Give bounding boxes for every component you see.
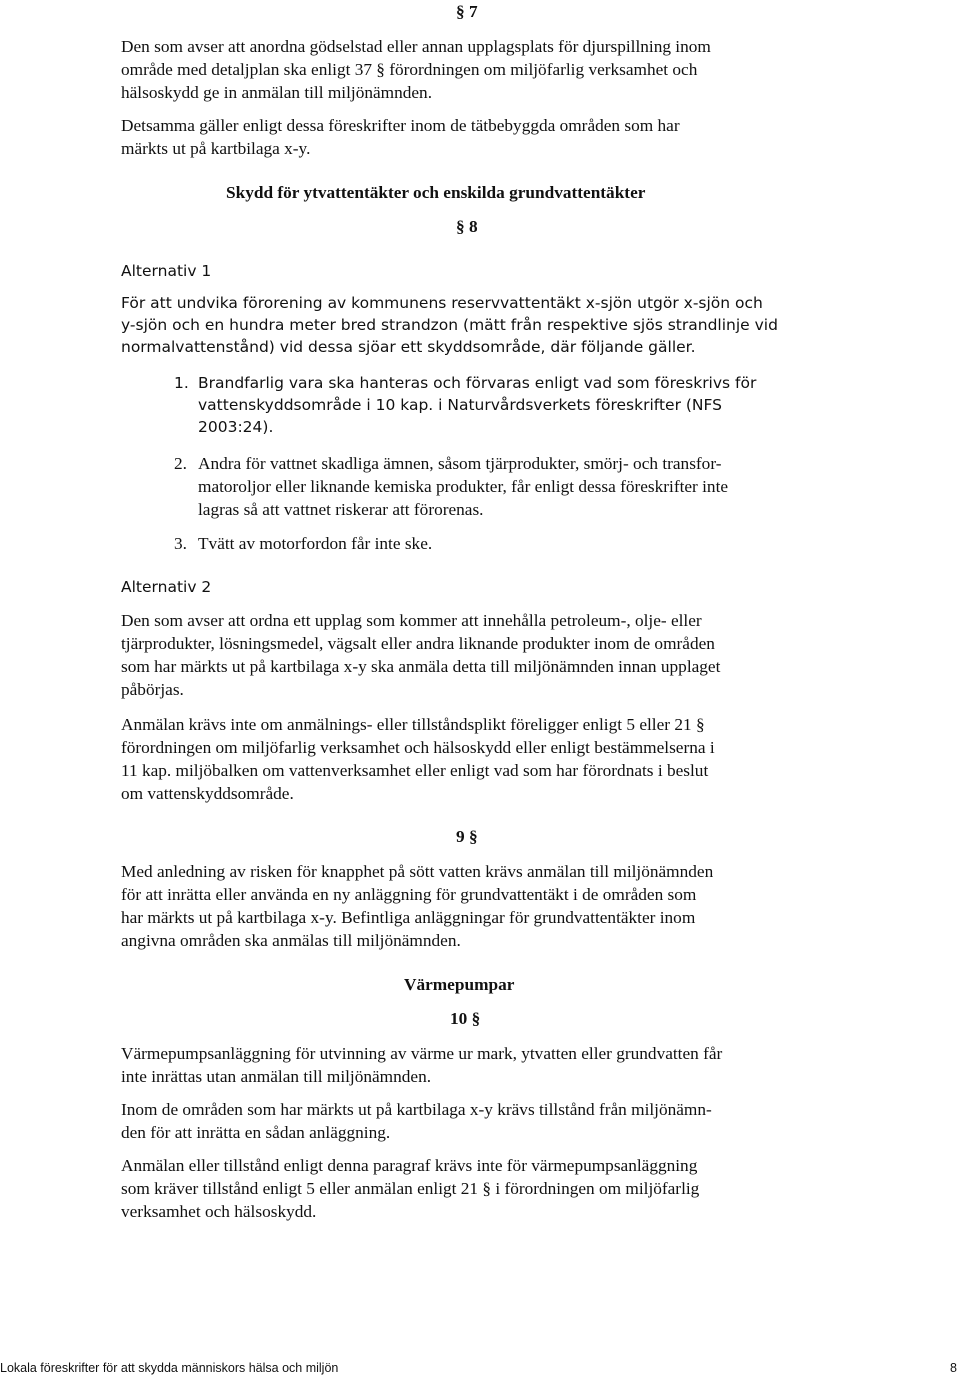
text-line: om vattenskyddsområde. [121,784,294,803]
text-line: den för att inrätta en sådan anläggning. [121,1123,391,1142]
section-7-paragraph-2 [121,114,680,160]
text-line: 11 kap. miljöbalken om vattenverksamhet eller enligt vad som har förordnats i beslut [121,761,709,780]
text-line: Den som avser att anordna gödselstad eller annan upplagsplats för djurspillning inom [121,37,711,56]
text-line: matoroljor eller liknande kemiska produkter, får enligt dessa föreskrifter inte [198,477,729,496]
section-7-heading: § 7 [456,2,478,21]
text-line: Tvätt av motorfordon får inte ske. [198,534,433,553]
section-10-heading: 10 § [450,1009,481,1028]
text-line: Anmälan krävs inte om anmälnings- eller tillståndsplikt föreligger enligt 5 eller 21 § [121,715,705,734]
text-line: För att undvika förorening av kommunens reservvattentäkt x-sjön utgör x-sjön och [121,294,763,312]
text-line: vattenskyddsområde i 10 kap. i Naturvårdsverkets föreskrifter (NFS [198,396,723,414]
section-8-title: Skydd för ytvattentäkter och enskilda grundvattentäkter [226,183,646,202]
text-line: som har märkts ut på kartbilaga x-y ska anmäla detta till miljönämnden innan upplaget [121,657,721,676]
section-9-paragraph-1 [121,860,713,952]
text-line: lagras så att vattnet riskerar att förorenas. [198,500,484,519]
text-line: påbörjas. [121,680,184,699]
section-10-paragraph-1 [121,1042,722,1088]
text-line: Inom de områden som har märkts ut på kartbilaga x-y krävs tillstånd från miljönämn- [121,1100,712,1119]
list-number: 2. [174,454,187,473]
text-line: Med anledning av risken för knapphet på sött vatten krävs anmälan till miljönämnden [121,862,714,881]
text-line: 2003:24). [198,418,274,436]
text-line: Brandfarlig vara ska hanteras och förvaras enligt vad som föreskrivs för [198,374,757,392]
section-8-paragraph-3 [121,713,715,805]
text-line: område med detaljplan ska enligt 37 § förordningen om miljöfarlig verksamhet och [121,60,698,79]
text-line: Den som avser att ordna ett upplag som kommer att innehålla petroleum-, olje- eller [121,611,702,630]
section-8-paragraph-1 [121,292,778,358]
list-number: 3. [174,534,187,553]
text-line: angivna områden ska anmälas till miljönämnden. [121,931,461,950]
section-8-paragraph-2 [121,609,720,701]
text-line: som kräver tillstånd enligt 5 eller anmälan enligt 21 § i förordningen om miljöfarlig [121,1179,700,1198]
section-8-heading: § 8 [456,217,478,236]
section-10-paragraph-2 [121,1098,712,1144]
list-item [174,532,432,555]
text-line: verksamhet och hälsoskydd. [121,1202,317,1221]
section-7-paragraph-1 [121,35,711,104]
list-number: 1. [174,374,189,392]
alternative-2-label: Alternativ 2 [121,578,212,596]
text-line: Detsamma gäller enligt dessa föreskrifter inom de tätbebyggda områden som har [121,116,680,135]
text-line: Värmepumpsanläggning för utvinning av värme ur mark, ytvatten eller grundvatten får [121,1044,723,1063]
section-10-paragraph-3 [121,1154,699,1223]
section-9-heading: 9 § [456,827,478,846]
text-line: y-sjön och en hundra meter bred strandzon (mätt från respektive sjös strandlinje vid [121,316,778,334]
text-line: tjärprodukter, lösningsmedel, vägsalt eller andra liknande produkter inom de områden [121,634,715,653]
list-item [174,372,756,438]
text-line: hälsoskydd ge in anmälan till miljönämnden. [121,83,433,102]
text-line: Andra för vattnet skadliga ämnen, såsom tjärprodukter, smörj- och transfor- [198,454,722,473]
page-number: 8 [950,1361,957,1375]
text-line: Anmälan eller tillstånd enligt denna paragraf krävs inte för värmepumpsanläggning [121,1156,698,1175]
text-line: förordningen om miljöfarlig verksamhet och hälsoskydd eller enligt bestämmelserna i [121,738,715,757]
text-line: märkts ut på kartbilaga x-y. [121,139,311,158]
text-line: för att inrätta eller använda en ny anläggning för grundvattentäkt i de områden som [121,885,697,904]
list-item [174,452,728,521]
alternative-1-label: Alternativ 1 [121,262,212,280]
section-10-title: Värmepumpar [404,975,515,994]
footer-title: Lokala föreskrifter för att skydda människors hälsa och miljön [0,1361,339,1375]
text-line: har märkts ut på kartbilaga x-y. Befintliga anläggningar för grundvattentäkter inom [121,908,696,927]
text-line: normalvattenstånd) vid dessa sjöar ett skyddsområde, där följande gäller. [121,338,696,356]
text-line: inte inrättas utan anmälan till miljönämnden. [121,1067,432,1086]
